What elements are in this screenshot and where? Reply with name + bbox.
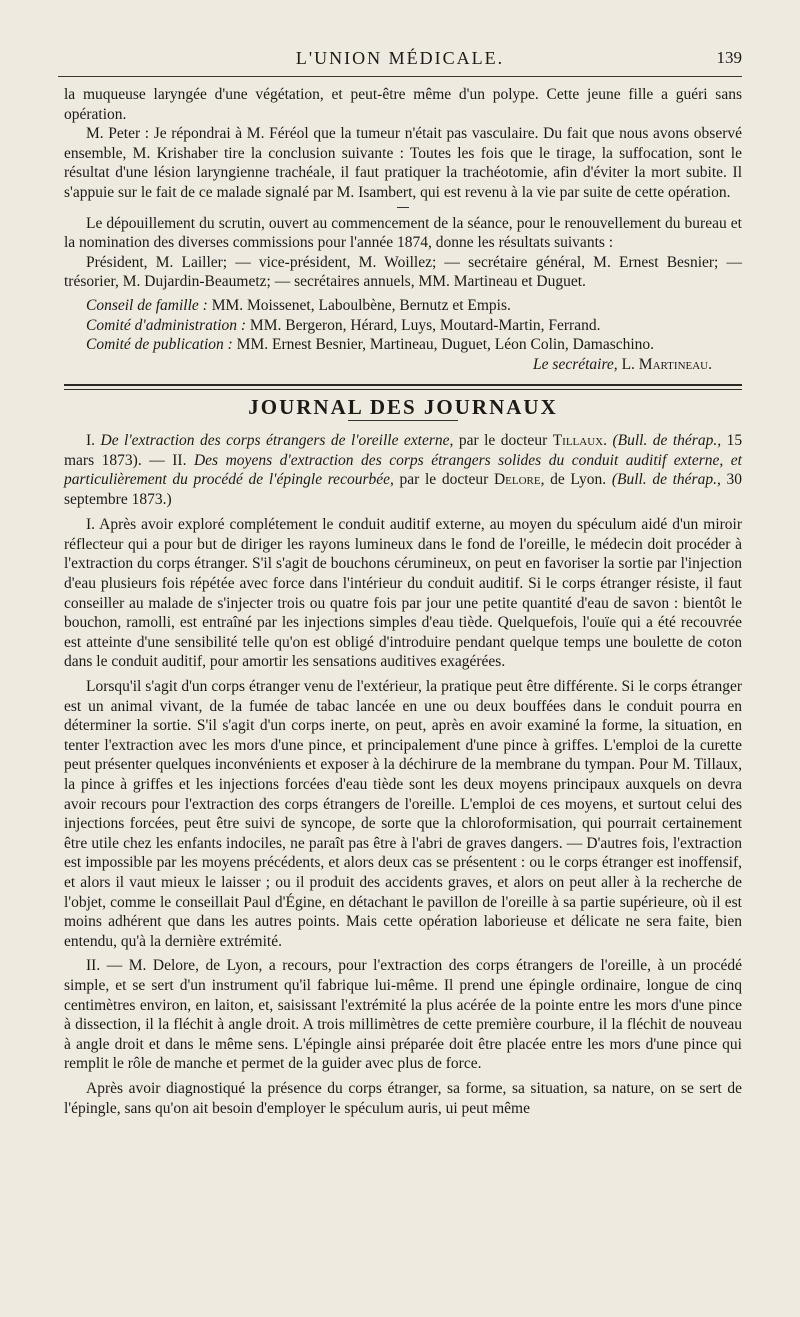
paragraph: la muqueuse laryngée d'une végétation, et peut-être même d'un polype. Cette jeune fille a guéri sans opération.	[64, 86, 742, 123]
article-body	[64, 515, 742, 1118]
paragraph: Lorsqu'il s'agit d'un corps étranger venu de l'extérieur, la pratique peut être différente. Si le corps étranger est un animal vivant, de la fumée de tabac lancée en une ou deux bouffées dans le conduit pourra en déterminer la sortie. S'il s'agit d'un corps inerte, on peut, après en avoir examiné la forme, la situation, en tenter l'extraction avec les mors d'une pince, et principalement d'une pince à griffes. L'emploi de la curette peut présenter quelques inconvénients et exposer à la déchirure de la membrane du tympan. Pour M. Tillaux, la pince à griffes et les injections forcées d'eau tiède sont les deux moyens principaux auxquels on devra avoir recours pour l'extraction des corps étrangers de l'oreille. L'emploi de ces moyens, et surtout celui des injections forcées, peut être suivi de syncope, de sorte que la chloroformisation, qui pourrait certainement être utile chez les enfants indociles, ne paraît pas être à l'abri de graves dangers. — D'autres fois, l'extraction est impossible par les moyens précédents, et alors deux cas se présentent : ou le corps étranger est inoffensif, et alors il vaut mieux le laisser ; ou il produit des accidents graves, et alors on peut aller à la recherche de l'objet, comme le conseillait Paul d'Égine, en détachant le pavillon de l'oreille à sa partie supérieure, où il est moins adhérent que dans les autres points. Mais cette opération laborieuse et délicate ne sera faite, bien entendu, qu'à la dernière extrémité.	[64, 678, 742, 950]
running-title: L'UNION MÉDICALE.	[295, 48, 505, 68]
header-rule	[58, 76, 742, 77]
signature	[64, 355, 742, 375]
title-underline	[348, 420, 458, 421]
signature-role: Le secrétaire,	[533, 355, 618, 373]
committee-item	[64, 335, 742, 355]
paragraph: II. — M. Delore, de Lyon, a recours, pour l'extraction des corps étrangers de l'oreille, à un procédé simple, et se sert d'un instrument qu'il fabrique lui-même. Il prend une épingle ordinaire, longue de cinq centimètres environ, en laiton, et, saisissant l'extrémité la plus acérée de la pointe entre les mors d'une pince à dissection, il la fléchit à angle droit. A trois millimètres de cette première courbure, il la fléchit de nouveau à angle droit et dans le même sens. L'épingle ainsi préparée doit être placée entre les mors d'une pince qui remplit le rôle de manche et permet de la guider avec plus de force.	[64, 957, 742, 1073]
paragraph: M. Peter : Je répondrai à M. Féréol que la tumeur n'était pas vasculaire. Du fait que nous avons observé ensemble, M. Krishaber tire la conclusion suivante : Toutes les fois que le tirage, la suffocation, sont le résultat d'une lésion laryngienne trachéale, il faut pratiquer la trachéotomie, afin d'éviter la mort subite. Il s'appuie sur le fait de ce malade signalé par M. Isambert, qui est revenu à la vie par suite de cette opération.	[64, 125, 742, 201]
committee-list	[64, 296, 742, 355]
page-number: 139	[716, 48, 742, 67]
committee-members: MM. Ernest Besnier, Martineau, Duguet, Léon Colin, Damaschino.	[236, 336, 655, 354]
section-separator	[397, 207, 409, 208]
committee-label: Comité de publication :	[86, 336, 233, 354]
section-double-rule	[64, 384, 742, 390]
section-title: JOURNAL DES JOURNAUX	[248, 395, 558, 420]
paragraph: Après avoir diagnostiqué la présence du corps étranger, sa forme, sa situation, sa nature, on se sert de l'épingle, sans qu'on ait besoin d'employer le spéculum auris, ui peut même	[64, 1079, 742, 1117]
page-body	[64, 85, 742, 1123]
election-intro: Le dépouillement du scrutin, ouvert au commencement de la séance, pour le renouvellement du bureau et la nomination des diverses commissions pour l'année 1874, donne les résultats suivants :	[64, 214, 742, 252]
paragraph: I. Après avoir exploré complétement le conduit auditif externe, au moyen du spéculum aidé d'un miroir réflecteur qui a pour but de diriger les rayons lumineux dans le fond de l'oreille, le médecin doit procéder à l'extraction du corps étranger. S'il s'agit de bouchons cérumineux, on peut en favoriser la sortie par l'injection d'eau plusieurs fois répétée avec force dans l'intérieur du conduit auditif. Si le corps étranger résiste, il faut conseiller au malade de s'injecter trois ou quatre fois par jour une petite quantité d'eau de savon : bientôt le bouchon, ramolli, est entraîné par les injections simples d'eau tiède. Quelquefois, l'ouïe qui a été recouvrée est atteinte d'une sensibilité telle qu'on est obligé d'introduire pendant quelque temps une boulette de coton dans le conduit auditif, pour amortir les sensations auditives exagérées.	[64, 516, 742, 671]
committee-members: MM. Bergeron, Hérard, Luys, Moutard-Martin, Ferrand.	[249, 316, 601, 334]
running-head	[58, 48, 742, 74]
election-officers: Président, M. Lailler; — vice-président, M. Woillez; — secrétaire général, M. Ernest Besnier; — trésorier, M. Dujardin-Beaumetz; — secrétaires annuels, MM. Martineau et Duguet.	[64, 253, 742, 291]
committee-item	[64, 296, 742, 316]
committee-label: Conseil de famille :	[86, 296, 208, 314]
signature-name: L. Martineau.	[621, 355, 712, 373]
committee-item	[64, 316, 742, 336]
article-reference: I. De l'extraction des corps étrangers de l'oreille externe, par le docteur Tillaux. (Bull. de thérap., 15 mars 1873). — II. Des moyens d'extraction des corps étrangers solides du conduit auditif externe, et particulièrement du procédé de l'épingle recourbée, par le docteur Delore, de Lyon. (Bull. de thérap., 30 septembre 1873.)	[64, 431, 743, 508]
committee-label: Comité d'administration :	[86, 316, 247, 334]
committee-members: MM. Moissenet, Laboulbène, Bernutz et Empis.	[211, 296, 511, 314]
